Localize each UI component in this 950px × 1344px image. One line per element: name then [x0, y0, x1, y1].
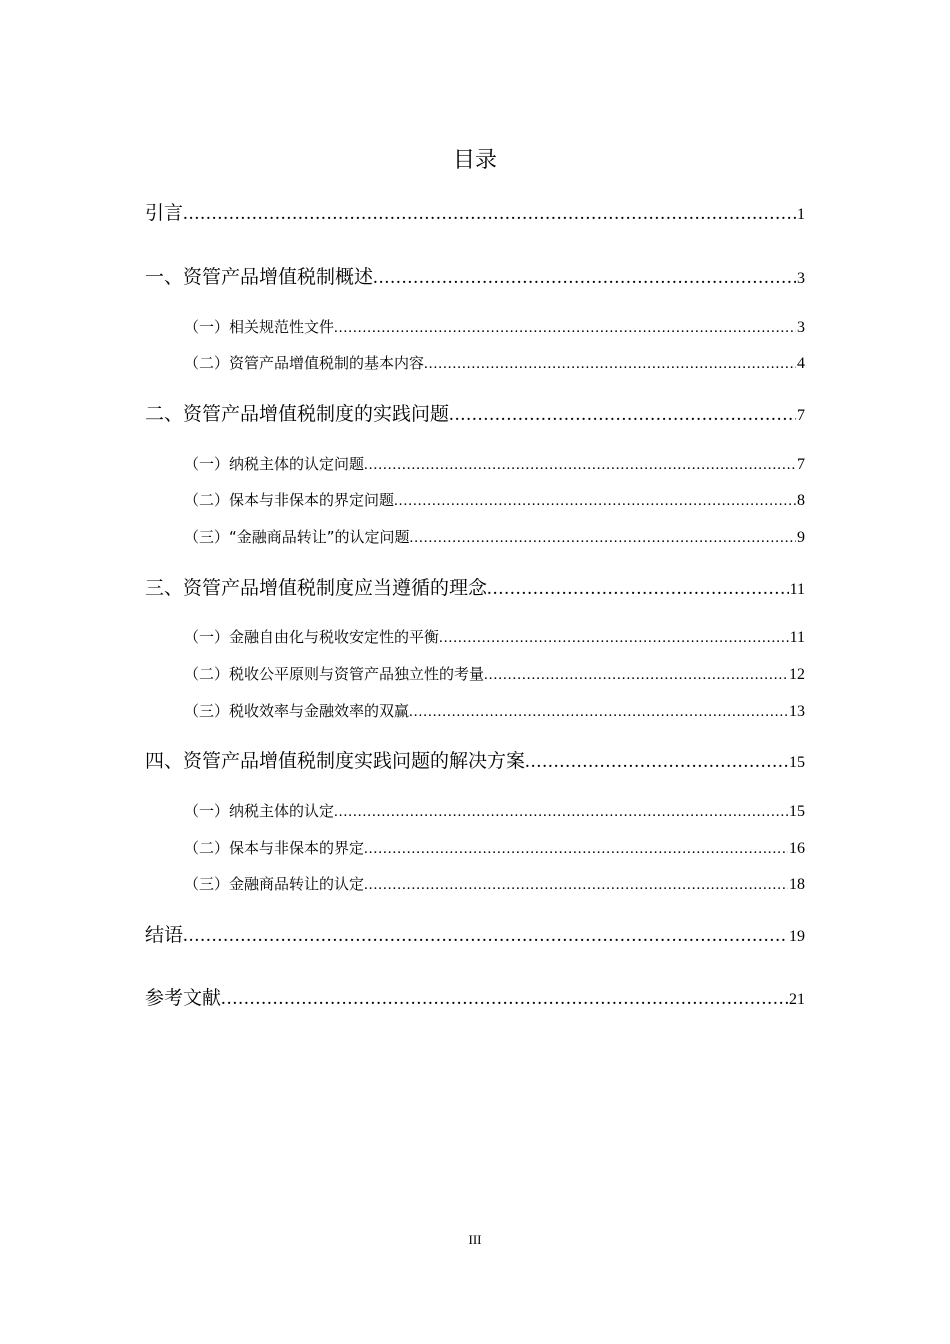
toc-entry-chapter-4[interactable] [145, 748, 805, 776]
toc-entry-section-2-3[interactable] [184, 526, 805, 549]
toc-entry-page: 19 [789, 928, 805, 945]
toc-entry-chapter-2[interactable] [145, 401, 805, 429]
toc-entry-page: 4 [797, 355, 805, 372]
toc-dot-leader [409, 701, 788, 723]
toc-dot-leader [439, 627, 789, 649]
toc-entry-section-4-3[interactable] [184, 873, 805, 896]
toc-entry-label: 参考文献 [145, 987, 222, 1009]
toc-entry-page: 1 [797, 206, 805, 223]
toc-entry-page: 11 [789, 581, 805, 598]
toc-dot-leader [364, 454, 796, 476]
toc-entry-chapter-3[interactable] [145, 575, 805, 603]
toc-entry-label: （二）保本与非保本的界定 [184, 839, 365, 857]
toc-entry-page: 12 [789, 666, 805, 683]
toc-entry-label: （二）保本与非保本的界定问题 [184, 491, 395, 509]
toc-entry-label: （一）纳税主体的认定 [184, 802, 335, 820]
toc-entry-section-1-1[interactable] [184, 316, 805, 339]
toc-entry-label: （二）税收公平原则与资管产品独立性的考量 [184, 665, 485, 683]
toc-entry-label: （二）资管产品增值税制的基本内容 [184, 354, 425, 372]
toc-dot-leader [183, 923, 788, 949]
toc-entry-label: （一）纳税主体的认定问题 [184, 455, 365, 473]
toc-entry-section-4-2[interactable] [184, 837, 805, 860]
toc-dot-leader [183, 201, 796, 227]
toc-entry-label: （三）“金融商品转让”的认定问题 [184, 528, 410, 546]
toc-dot-leader [364, 874, 788, 896]
page-title: 目录 [452, 148, 497, 173]
toc-entry-label: （三）金融商品转让的认定 [184, 875, 365, 893]
toc-dot-leader [373, 265, 796, 291]
toc-entry-label: 二、资管产品增值税制度的实践问题 [145, 403, 450, 425]
toc-dot-leader [449, 402, 796, 428]
toc-entry-label: （三）税收效率与金融效率的双赢 [184, 702, 410, 720]
toc-dot-leader [410, 527, 796, 549]
toc-entry-label: （一）相关规范性文件 [184, 318, 335, 336]
toc-entry-section-1-2[interactable] [184, 352, 805, 375]
toc-entry-introduction[interactable] [145, 200, 805, 228]
toc-entry-page: 7 [797, 407, 805, 424]
toc-entry-page: 9 [797, 529, 805, 546]
toc-entry-page: 8 [797, 492, 805, 509]
toc-entry-page: 21 [789, 991, 805, 1008]
toc-dot-leader [221, 986, 788, 1012]
toc-entry-page: 3 [797, 319, 805, 336]
toc-entry-page: 15 [789, 754, 805, 771]
toc-dot-leader [484, 664, 788, 686]
toc-dot-leader [487, 576, 789, 602]
toc-dot-leader [364, 838, 788, 860]
toc-dot-leader [525, 749, 788, 775]
toc-entry-label: 结语 [145, 924, 184, 946]
toc-entry-label: （一）金融自由化与税收安定性的平衡 [184, 628, 440, 646]
toc-entry-page: 13 [789, 703, 805, 720]
toc-entry-label: 一、资管产品增值税制概述 [145, 266, 374, 288]
toc-entry-conclusion[interactable] [145, 922, 805, 950]
toc-entry-references[interactable] [145, 985, 805, 1013]
toc-entry-section-2-1[interactable] [184, 453, 805, 476]
toc-entry-page: 16 [789, 840, 805, 857]
toc-dot-leader [334, 317, 796, 339]
toc-entry-page: 3 [797, 270, 805, 287]
toc-dot-leader [394, 490, 796, 512]
toc-entry-section-3-2[interactable] [184, 663, 805, 686]
toc-entry-section-3-3[interactable] [184, 700, 805, 723]
toc-entry-page: 11 [789, 629, 805, 646]
toc-entry-page: 15 [789, 803, 805, 820]
toc-entry-label: 四、资管产品增值税制度实践问题的解决方案 [145, 750, 526, 772]
toc-entry-label: 三、资管产品增值税制度应当遵循的理念 [145, 577, 488, 599]
toc-dot-leader [424, 353, 796, 375]
toc-entry-page: 7 [797, 456, 805, 473]
toc-entry-chapter-1[interactable] [145, 264, 805, 292]
toc-entry-section-2-2[interactable] [184, 489, 805, 512]
toc-entry-section-4-1[interactable] [184, 800, 805, 823]
toc-entry-page: 18 [789, 876, 805, 893]
toc-dot-leader [334, 801, 788, 823]
toc-entry-label: 引言 [145, 202, 184, 224]
page-number: III [468, 1232, 482, 1247]
toc-entry-section-3-1[interactable] [184, 626, 805, 649]
